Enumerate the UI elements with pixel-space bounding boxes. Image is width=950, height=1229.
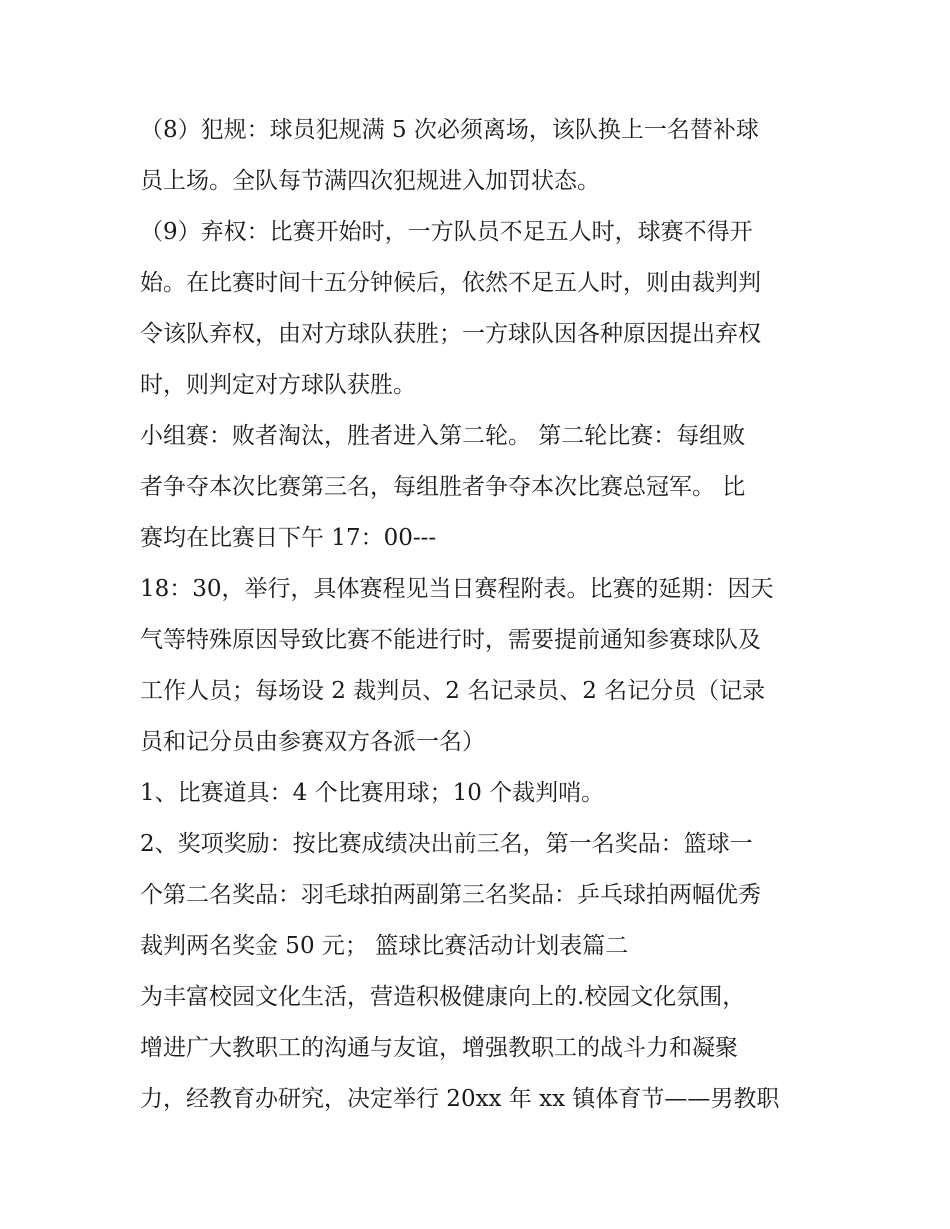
text-line: 赛均在比赛日下午 17：00--- [140,525,437,551]
text-line: 2、奖项奖励：按比赛成绩决出前三名，第一名奖品：篮球一 [140,831,753,857]
text-line: 始。在比赛时间十五分钟候后，依然不足五人时，则由裁判判 [140,270,761,296]
text-line: 为丰富校园文化生活，营造积极健康向上的.校园文化氛围， [140,984,746,1010]
text-line: 时，则判定对方球队获胜。 [140,372,416,398]
text-line: 18：30，举行，具体赛程见当日赛程附表。比赛的延期：因天 [140,576,774,602]
text-line: 力，经教育办研究，决定举行 20xx 年 xx 镇体育节——男教职 [140,1086,780,1112]
text-line: 1、比赛道具：4 个比赛用球；10 个裁判哨。 [140,780,605,806]
text-line: 令该队弃权，由对方球队获胜；一方球队因各种原因提出弃权 [140,321,761,347]
document-body [140,105,830,1125]
text-line: 工作人员；每场设 2 裁判员、2 名记录员、2 名记分员（记录 [140,678,766,704]
text-line: 员和记分员由参赛双方各派一名） [140,729,485,755]
text-line: 气等特殊原因导致比赛不能进行时，需要提前通知参赛球队及 [140,627,761,653]
text-line: 裁判两名奖金 50 元； 篮球比赛活动计划表篇二 [140,933,629,959]
text-line: 增进广大教职工的沟通与友谊，增强教职工的战斗力和凝聚 [140,1035,738,1061]
text-line: 者争夺本次比赛第三名，每组胜者争夺本次比赛总冠军。 比 [140,474,746,500]
text-line: 小组赛：败者淘汰，胜者进入第二轮。 第二轮比赛：每组败 [140,423,746,449]
text-line: （8）犯规：球员犯规满 5 次必须离场，该队换上一名替补球 [140,117,759,143]
text-line: （9）弃权：比赛开始时，一方队员不足五人时，球赛不得开 [140,219,753,245]
text-line: 个第二名奖品：羽毛球拍两副第三名奖品：乒乓球拍两幅优秀 [140,882,761,908]
text-line: 员上场。全队每节满四次犯规进入加罚状态。 [140,168,600,194]
